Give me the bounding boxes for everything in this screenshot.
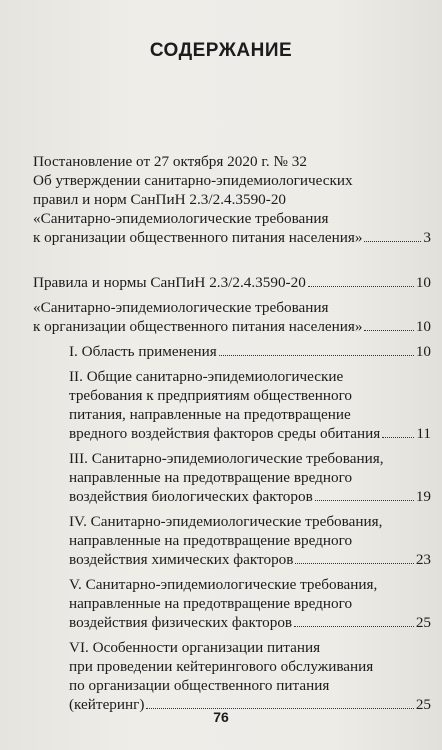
toc-line-with-page (69, 342, 431, 361)
toc-line-with-page (69, 424, 431, 443)
toc-subsections (69, 342, 431, 714)
toc-line-with-page (33, 228, 431, 247)
toc-line: при проведении кейтерингового обслуживания (69, 658, 374, 675)
dot-leader (219, 355, 414, 356)
toc-line-with-page (33, 273, 431, 292)
toc-line: Об утверждении санитарно-эпидемиологических (33, 172, 353, 189)
toc-line: правил и норм СанПиН 2.3/2.4.3590-20 (33, 191, 287, 208)
toc-line-with-page (33, 317, 431, 336)
toc-entry-rules (33, 273, 431, 336)
toc-line: I. Область применения (69, 343, 217, 360)
toc-line: «Санитарно-эпидемиологические требования (33, 210, 329, 227)
toc-line-with-page (69, 550, 431, 569)
toc-section-2 (69, 367, 431, 443)
dot-leader (364, 330, 413, 331)
toc-line: III. Санитарно-эпидемиологические требования, (69, 450, 384, 467)
toc-section-1 (69, 342, 431, 361)
page-number: 76 (213, 709, 229, 725)
toc-section-3 (69, 449, 431, 506)
toc-line: VI. Особенности организации питания (69, 639, 321, 656)
toc-section-6 (69, 638, 431, 714)
toc-line: направленные на предотвращение вредного (69, 595, 353, 612)
toc-page-number: 10 (415, 274, 431, 291)
toc-line: II. Общие санитарно-эпидемиологические (69, 368, 344, 385)
toc-line: требования к предприятиям общественного (69, 387, 353, 404)
toc-line: к организации общественного питания населения» (33, 229, 363, 246)
toc-line: «Санитарно-эпидемиологические требования (33, 299, 329, 316)
dot-leader (295, 563, 413, 564)
toc-line-with-page (69, 487, 431, 506)
page-title: СОДЕРЖАНИЕ (149, 40, 293, 61)
toc-line: к организации общественного питания населения» (33, 318, 363, 335)
toc-line: V. Санитарно-эпидемиологические требования, (69, 576, 378, 593)
toc-line-with-page (69, 613, 431, 632)
toc-line: направленные на предотвращение вредного (69, 532, 353, 549)
toc-line: питания, направленные на предотвращение (69, 406, 351, 423)
toc-line: направленные на предотвращение вредного (69, 469, 353, 486)
dot-leader (364, 241, 421, 242)
dot-leader (294, 626, 414, 627)
toc-page-number: 10 (415, 318, 431, 335)
toc-page-number: 19 (415, 488, 431, 505)
toc-section-4 (69, 512, 431, 569)
toc-page-number: 10 (415, 343, 431, 360)
toc-line: Постановление от 27 октября 2020 г. № 32 (33, 153, 307, 170)
toc-page-number: 25 (415, 614, 431, 631)
dot-leader (308, 286, 414, 287)
toc-line: IV. Санитарно-эпидемиологические требования, (69, 513, 383, 530)
toc-line: воздействия физических факторов (69, 614, 293, 631)
toc-page-number: 3 (423, 229, 431, 246)
toc-line: по организации общественного питания (69, 677, 330, 694)
toc-entry-decree (33, 152, 431, 247)
toc-page-number: 11 (416, 425, 431, 442)
dot-leader (315, 500, 414, 501)
toc-line: воздействия биологических факторов (69, 488, 313, 505)
dot-leader (382, 437, 414, 438)
toc-section-5 (69, 575, 431, 632)
toc-line: Правила и нормы СанПиН 2.3/2.4.3590-20 (33, 274, 306, 291)
table-of-contents (33, 152, 431, 714)
toc-line: (кейтеринг) (69, 696, 145, 713)
toc-line: воздействия химических факторов (69, 551, 294, 568)
toc-page-number: 23 (415, 551, 431, 568)
toc-page-number: 25 (415, 696, 431, 713)
toc-line: вредного воздействия факторов среды обитания (69, 425, 381, 442)
